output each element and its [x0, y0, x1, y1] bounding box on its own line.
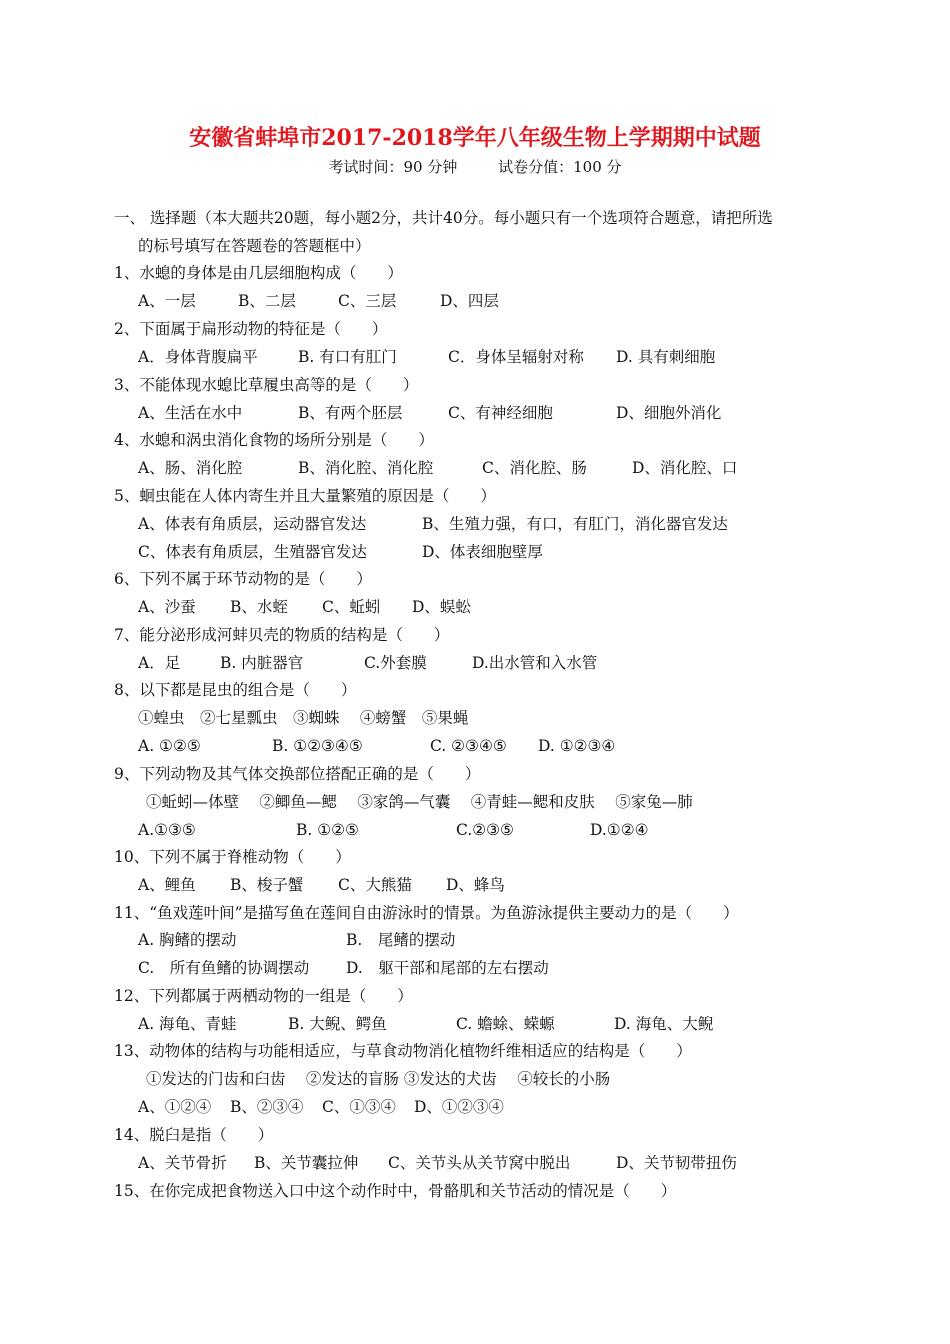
- option-d: D、消化腔、口: [632, 459, 738, 477]
- option-d: D、细胞外消化: [616, 404, 722, 422]
- option-d: D. 躯干部和尾部的左右摆动: [346, 959, 549, 977]
- option-b: B、水蛭: [230, 598, 288, 616]
- option-a: A、关节骨折: [138, 1154, 227, 1172]
- option-b: B、生殖力强，有口，有肛门，消化器官发达: [422, 515, 728, 533]
- option-d: D、关节韧带扭伤: [616, 1154, 737, 1172]
- option-b: B. 有口有肛门: [298, 348, 397, 366]
- option-d: D. ①②③④: [538, 737, 616, 755]
- question-9-items: ①蚯蚓—体壁 ②鲫鱼—鳃 ③家鸽—气囊 ④青蛙—鳃和皮肤 ⑤家兔—肺: [146, 793, 693, 811]
- option-a: A．足: [138, 654, 181, 672]
- question-1-stem: 1、水螅的身体是由几层细胞构成（ ）: [114, 264, 403, 282]
- option-d: D、体表细胞壁厚: [422, 543, 543, 561]
- question-5-stem: 5、蛔虫能在人体内寄生并且大量繁殖的原因是（ ）: [114, 487, 496, 505]
- option-c: C．身体呈辐射对称: [448, 348, 584, 366]
- question-15-stem: 15、在你完成把食物送入口中这个动作时中，骨骼肌和关节活动的情况是（ ）: [114, 1182, 677, 1200]
- option-c: C. 所有鱼鳍的协调摆动: [138, 959, 310, 977]
- option-a: A、生活在水中: [138, 404, 243, 422]
- option-c: C、关节头从关节窝中脱出: [388, 1154, 571, 1172]
- option-a: A、一层: [138, 292, 196, 310]
- option-c: C、消化腔、肠: [482, 459, 587, 477]
- section-heading: 一、 选择题（本大题共20题，每小题2分，共计40分。每小题只有一个选项符合题意，请把所选: [114, 209, 773, 227]
- option-c: C、大熊猫: [338, 876, 412, 894]
- option-b: B. 尾鳍的摆动: [346, 931, 456, 949]
- option-c: C、蚯蚓: [322, 598, 381, 616]
- option-a: A、肠、消化腔: [138, 459, 243, 477]
- option-a: A.①③⑤: [138, 821, 196, 839]
- option-c: C、①③④: [322, 1098, 396, 1116]
- option-c: C. 蟾蜍、蝾螈: [456, 1015, 555, 1033]
- option-d: D、蜂鸟: [446, 876, 505, 894]
- option-a: A、体表有角质层，运动器官发达: [138, 515, 367, 533]
- option-a: A、①②④: [138, 1098, 212, 1116]
- question-13-items: ①发达的门齿和臼齿 ②发达的盲肠 ③发达的犬齿 ④较长的小肠: [146, 1070, 611, 1088]
- question-8-stem: 8、以下都是昆虫的组合是（ ）: [114, 681, 357, 699]
- option-b: B、消化腔、消化腔: [298, 459, 434, 477]
- option-c: C、三层: [338, 292, 397, 310]
- option-b: B、二层: [238, 292, 296, 310]
- option-b: B、梭子蟹: [230, 876, 304, 894]
- exam-time: 考试时间：90 分钟: [328, 158, 458, 176]
- exam-score: 试卷分值：100 分: [498, 158, 622, 176]
- option-a: A、沙蚕: [138, 598, 196, 616]
- question-8-items: ①蝗虫 ②七星瓢虫 ③蜘蛛 ④螃蟹 ⑤果蝇: [138, 709, 469, 727]
- option-d: D、四层: [440, 292, 499, 310]
- option-a: A. 胸鳍的摆动: [138, 931, 237, 949]
- question-14-stem: 14、脱臼是指（ ）: [114, 1126, 274, 1144]
- option-d: D.①②④: [590, 821, 649, 839]
- option-d: D.出水管和入水管: [472, 654, 598, 672]
- option-b: B、②③④: [230, 1098, 304, 1116]
- option-a: A. ①②⑤: [138, 737, 201, 755]
- option-a: A、鲤鱼: [138, 876, 196, 894]
- option-a: A．身体背腹扁平: [138, 348, 258, 366]
- question-6-stem: 6、下列不属于环节动物的是（ ）: [114, 570, 372, 588]
- option-c: C、有神经细胞: [448, 404, 553, 422]
- question-10-stem: 10、下列不属于脊椎动物（ ）: [114, 848, 351, 866]
- section-heading-cont: 的标号填写在答题卷的答题框中）: [138, 237, 371, 255]
- question-11-stem: 11、“鱼戏莲叶间”是描写鱼在莲间自由游泳时的情景。为鱼游泳提供主要动力的是（ ）: [114, 904, 739, 922]
- question-4-stem: 4、水螅和涡虫消化食物的场所分别是（ ）: [114, 431, 434, 449]
- question-12-stem: 12、下列都属于两栖动物的一组是（ ）: [114, 987, 413, 1005]
- exam-info: [0, 156, 950, 177]
- option-a: A. 海龟、青蛙: [138, 1015, 237, 1033]
- option-b: B. 内脏器官: [220, 654, 304, 672]
- option-c: C、体表有角质层，生殖器官发达: [138, 543, 367, 561]
- option-b: B. ①②③④⑤: [272, 737, 363, 755]
- option-b: B. ①②⑤: [296, 821, 359, 839]
- option-b: B、有两个胚层: [298, 404, 403, 422]
- option-d: D. 具有刺细胞: [616, 348, 716, 366]
- option-d: D. 海龟、大鲵: [614, 1015, 714, 1033]
- option-d: D、蜈蚣: [412, 598, 471, 616]
- option-c: C.②③⑤: [456, 821, 514, 839]
- option-c: C.外套膜: [364, 654, 427, 672]
- exam-title: 安徽省蚌埠市2017-2018学年八年级生物上学期期中试题: [189, 125, 761, 151]
- question-2-stem: 2、下面属于扁形动物的特征是（ ）: [114, 320, 388, 338]
- option-b: B. 大鲵、鳄鱼: [288, 1015, 387, 1033]
- option-c: C. ②③④⑤: [430, 737, 507, 755]
- question-13-stem: 13、动物体的结构与功能相适应，与草食动物消化植物纤维相适应的结构是（ ）: [114, 1042, 692, 1060]
- question-7-stem: 7、能分泌形成河蚌贝壳的物质的结构是（ ）: [114, 626, 450, 644]
- option-b: B、关节囊拉伸: [254, 1154, 359, 1172]
- question-9-stem: 9、下列动物及其气体交换部位搭配正确的是（ ）: [114, 765, 481, 783]
- question-3-stem: 3、不能体现水螅比草履虫高等的是（ ）: [114, 376, 419, 394]
- option-d: D、①②③④: [414, 1098, 504, 1116]
